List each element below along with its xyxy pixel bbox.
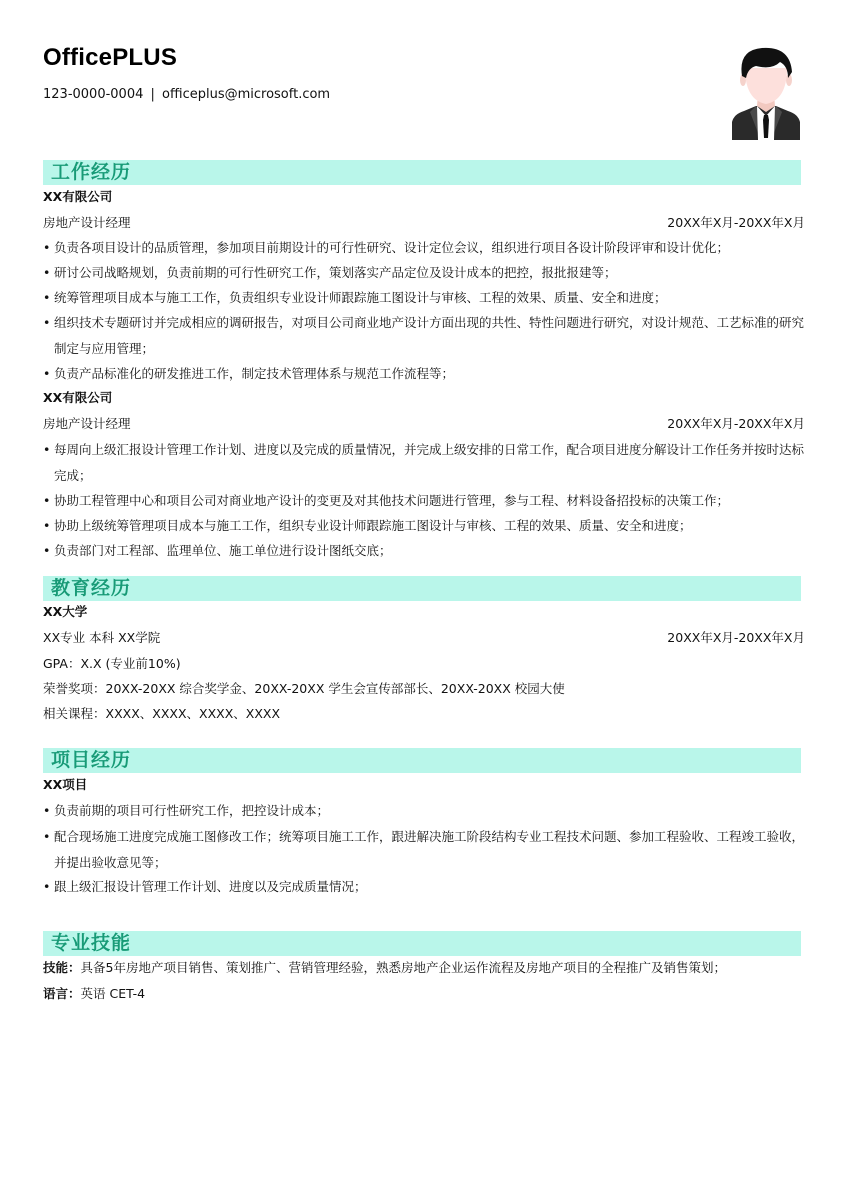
language-line xyxy=(43,986,805,1002)
section-title: 教育经历 xyxy=(51,577,132,599)
list-item: • 统筹管理项目成本与施工工作，负责组织专业设计师跟踪施工图设计与审核、工程的效果、质量、安全和进度； xyxy=(43,285,805,311)
bullet-icon: • xyxy=(43,493,51,508)
person-avatar-icon xyxy=(730,42,802,140)
phone: 123-0000-0004 xyxy=(43,87,144,102)
honors: 荣誉奖项：20XX-20XX 综合奖学金、20XX-20XX 学生会宣传部部长、20XX-20XX 校园大使 xyxy=(43,681,565,696)
section-header-skills xyxy=(43,931,801,956)
gpa: GPA：X.X (专业前10%) xyxy=(43,656,181,671)
bullet-icon: • xyxy=(43,879,51,894)
bullet-icon: • xyxy=(43,240,51,255)
bullet-icon: • xyxy=(43,442,51,457)
list-item: • 配合现场施工进度完成施工图修改工作；统筹项目施工工作，跟进解决施工阶段结构专业工程技术问题、参加工程验收、工程竣工验收，并提出验收意见等； xyxy=(43,824,805,875)
bullet-icon: • xyxy=(43,265,51,280)
list-item: • 协助工程管理中心和项目公司对商业地产设计的变更及对其他技术问题进行管理，参与工程、材料设备招投标的决策工作； xyxy=(43,488,805,514)
language-label: 语言： xyxy=(43,986,81,1001)
company-name: XX有限公司 xyxy=(43,390,113,405)
bullet-icon: • xyxy=(43,518,51,533)
job-date: 20XX年X月-20XX年X月 xyxy=(667,215,805,230)
bullet-icon: • xyxy=(43,803,51,818)
skills-line xyxy=(43,960,805,976)
section-header-work xyxy=(43,160,801,185)
section-header-education xyxy=(43,576,801,601)
project-name: XX项目 xyxy=(43,777,88,792)
candidate-name: OfficePLUS xyxy=(43,44,178,71)
list-item: • 负责产品标准化的研发推进工作，制定技术管理体系与规范工作流程等； xyxy=(43,361,805,387)
section-title: 专业技能 xyxy=(51,932,132,954)
list-item: • 组织技术专题研讨并完成相应的调研报告，对项目公司商业地产设计方面出现的共性、特性问题进行研究，对设计规范、工艺标准的研究制定与应用管理； xyxy=(43,310,805,361)
section-header-projects xyxy=(43,748,801,773)
bullet-icon: • xyxy=(43,315,51,330)
contact-line xyxy=(43,87,330,102)
education-date: 20XX年X月-20XX年X月 xyxy=(667,630,805,645)
list-item: • 负责部门对工程部、监理单位、施工单位进行设计图纸交底； xyxy=(43,538,805,564)
courses: 相关课程：XXXX、XXXX、XXXX、XXXX xyxy=(43,706,281,721)
job-position: 房地产设计经理 xyxy=(43,416,131,431)
section-title: 项目经历 xyxy=(51,749,132,771)
job-date: 20XX年X月-20XX年X月 xyxy=(667,416,805,431)
bullet-icon: • xyxy=(43,366,51,381)
section-title: 工作经历 xyxy=(51,161,132,183)
company-name: XX有限公司 xyxy=(43,189,113,204)
bullet-icon: • xyxy=(43,290,51,305)
email: officeplus@microsoft.com xyxy=(162,87,331,102)
skills-text: 具备5年房地产项目销售、策划推广、营销管理经验，熟悉房地产企业运作流程及房地产项目的全程推广及销售策划； xyxy=(80,960,726,975)
skills-label: 技能： xyxy=(43,960,81,975)
list-item: • 协助上级统筹管理项目成本与施工工作，组织专业设计师跟踪施工图设计与审核、工程的效果、质量、安全和进度； xyxy=(43,513,805,539)
list-item: • 每周向上级汇报设计管理工作计划、进度以及完成的质量情况，并完成上级安排的日常工作，配合项目进度分解设计工作任务并按时达标完成； xyxy=(43,437,805,488)
language-text: 英语 CET-4 xyxy=(80,986,146,1001)
list-item: • 负责前期的项目可行性研究工作，把控设计成本； xyxy=(43,798,805,824)
bullet-icon: • xyxy=(43,829,51,844)
contact-separator: | xyxy=(150,87,155,102)
list-item: • 研讨公司战略规划，负责前期的可行性研究工作，策划落实产品定位及设计成本的把控，报批报建等； xyxy=(43,260,805,286)
school-name: XX大学 xyxy=(43,604,88,619)
job-position: 房地产设计经理 xyxy=(43,215,131,230)
major-line: XX专业 本科 XX学院 xyxy=(43,630,161,645)
list-item: • 负责各项目设计的品质管理，参加项目前期设计的可行性研究、设计定位会议，组织进行项目各设计阶段评审和设计优化； xyxy=(43,235,805,261)
bullet-icon: • xyxy=(43,543,51,558)
list-item: • 跟上级汇报设计管理工作计划、进度以及完成质量情况； xyxy=(43,874,805,900)
